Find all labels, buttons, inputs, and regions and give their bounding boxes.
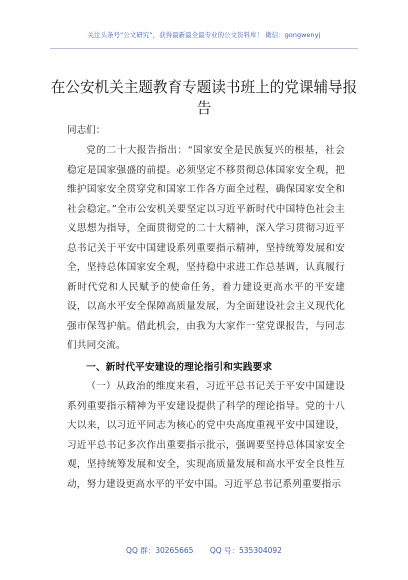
- section-heading: 一、新时代平安建设的理论指引和实践要求: [86, 361, 273, 373]
- header-divider: [50, 48, 358, 49]
- body-paragraph: （一）从政治的维度来看，习近平总书记关于平安中国建设系列重要指示精神为平安建设提供了科学的理论指导。党的十八大以来，以习近平同志为核心的党中央高度重视平安中国建设，习近平总书记多次作出重要指示批示，强调要坚持总体国家安全观，坚持统筹发展和安全，实现高质量发展和高水平安全良性互动，努力建设更高水平的平安中国。习近平总书记系列重要指示: [67, 381, 345, 490]
- document-body: [67, 141, 345, 494]
- document-title: 在公安机关主题教育专题读书班上的党课辅导报告: [50, 79, 358, 117]
- salutation: 同志们：: [67, 125, 106, 136]
- footer-qq-group: QQ 群：30265665: [126, 546, 194, 555]
- footer-qq-number: QQ 号：535304092: [209, 546, 282, 555]
- footer-contact: [0, 545, 408, 556]
- header-banner: 关注头条号“公文研究”，获得最新最全最专业的公文资料库！ 微信：gongwenyj: [87, 31, 321, 39]
- body-paragraph: 党的二十大报告指出：“国家安全是民族复兴的根基，社会稳定是国家强盛的前提。必须坚定不移贯彻总体国家安全观，把维护国家安全贯穿党和国家工作各方面全过程，确保国家安全和社会稳定。”全市公安机关要坚定以习近平新时代中国特色社会主义思想为指导，全面贯彻党的二十大精神，深入学习贯彻习近平总书记关于平安中国建设系列重要指示精神，坚持统筹发展和安全，坚持总体国家安全观，坚持稳中求进工作总基调，认真履行新时代党和人民赋予的使命任务，着力建设更高水平的平安建设，以高水平安全保障高质量发展，为全面建设社会主义现代化强市保驾护航。借此机会，由我为大家作一堂党课报告，与同志们共同交流。: [67, 145, 345, 351]
